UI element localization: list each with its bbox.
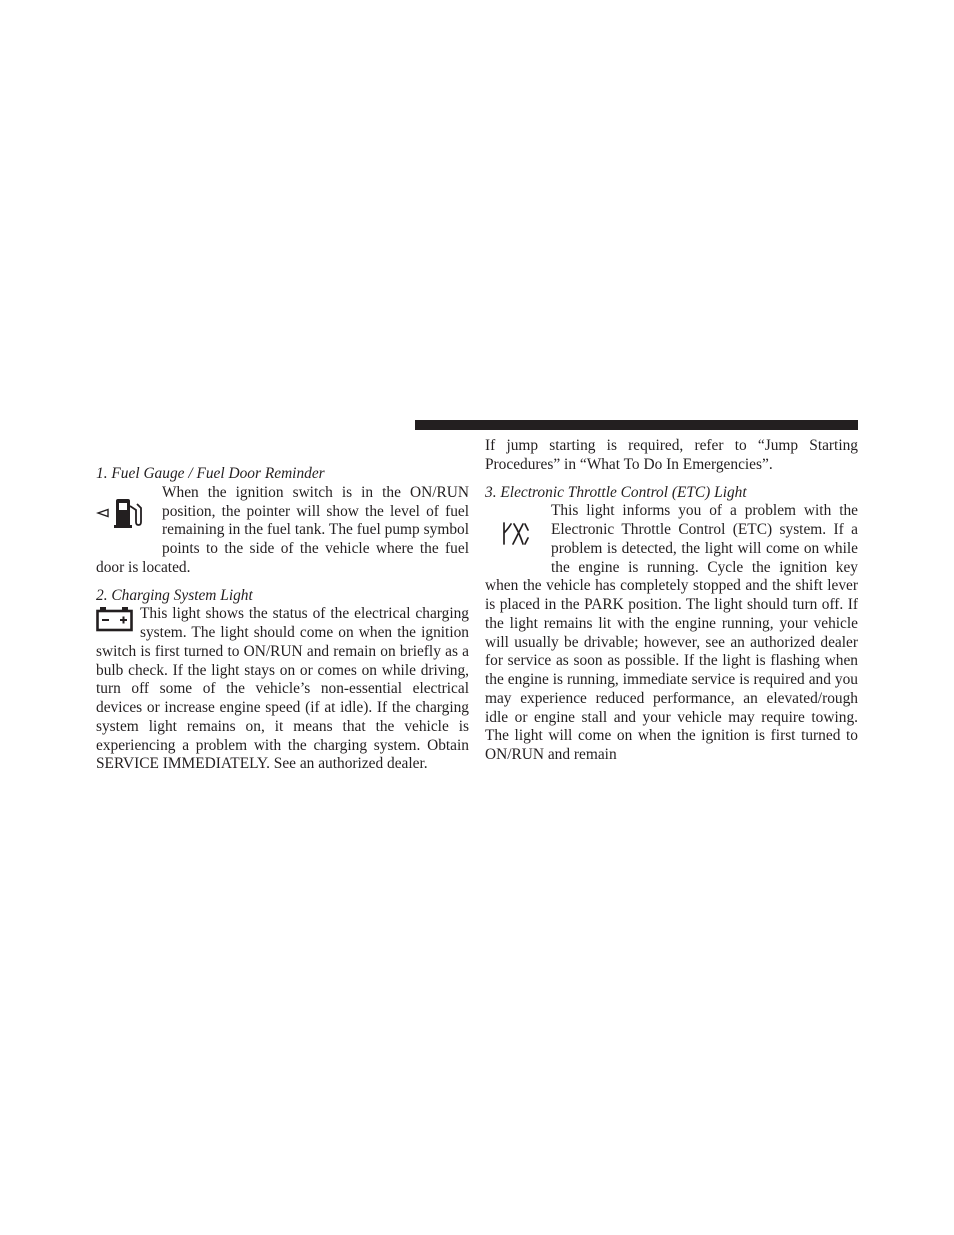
left-column — [96, 465, 469, 774]
section-header-rule — [415, 420, 858, 430]
fuel-gauge-heading: 1. Fuel Gauge / Fuel Door Reminder — [96, 465, 325, 482]
battery-icon — [96, 605, 140, 641]
etc-light-heading: 3. Electronic Throttle Control (ETC) Light — [485, 483, 747, 501]
fuel-gauge-body: When the ignition switch is in the ON/RUN position, the pointer will show the level of fuel remaining in the fuel tank. The fuel pump symbol points to the side of the vehicle where the fuel door is located. — [96, 483, 469, 576]
charging-system-heading: 2. Charging System Light — [96, 586, 253, 604]
fuel-pump-icon — [96, 484, 162, 546]
etc-throttle-icon — [485, 502, 551, 566]
etc-light-body: This light informs you of a problem with the Electronic Throttle Control (ETC) system. If a problem is detected, the light will come on while the engine is running. Cycle the ignition key when the vehicle has completely stopped and the shift lever is placed in the PARK position. The light should turn off. If the light remains lit with the engine running, your vehicle will usually be drivable; however, see an authorized dealer for service as soon as possible. If the light is flashing when the engine is running, immediate service is required and you may experience reduced performance, an elevated/rough idle or engine stall and your vehicle may require towing. The light will come on when the ignition is first turned to ON/RUN and remain — [485, 502, 858, 763]
charging-system-body: This light shows the status of the electrical charging system. The light should come on when the ignition switch is first turned to ON/RUN and remain on briefly as a bulb check. If the light stays on or comes on while driving, turn off some of the vehicle’s non-essential electrical devices or increase engine speed (if at idle). If the charging system light remains on, it means that the vehicle is experiencing a problem with the charging system. Obtain SERVICE IMMEDIATELY. See an authorized dealer. — [96, 605, 469, 773]
right-column — [485, 437, 858, 765]
jump-start-note: If jump starting is required, refer to “Jump Starting Procedures” in “What To Do In Emergencies”. — [485, 437, 858, 473]
